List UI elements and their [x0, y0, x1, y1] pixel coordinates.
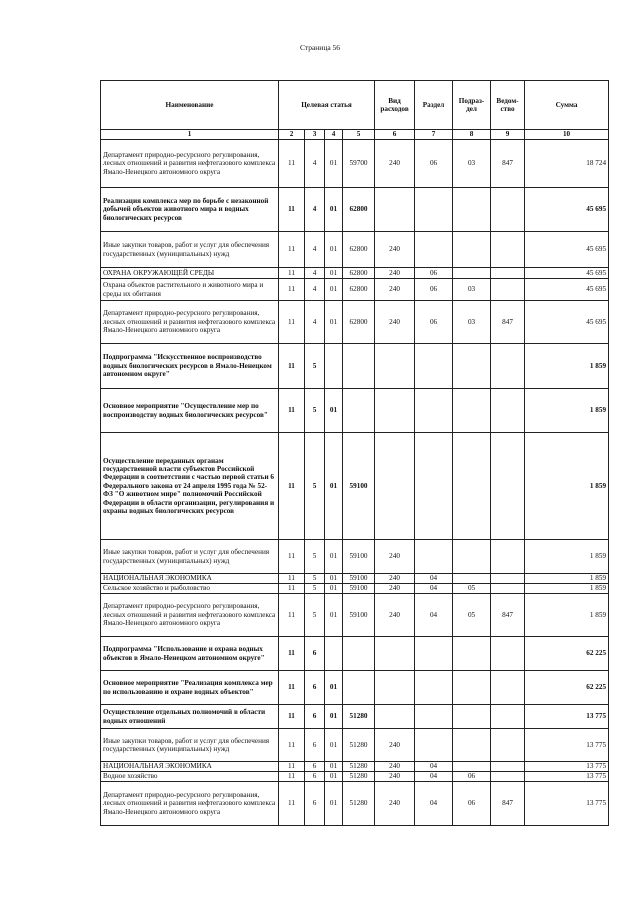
row-sum: 1 859 — [525, 433, 609, 540]
row-name: Подпрограмма "Использование и охрана водных объектов в Ямало-Ненецком автономном округе" — [101, 637, 279, 671]
row-code-2: 6 — [305, 782, 325, 826]
row-code-3: 01 — [325, 584, 343, 594]
row-code-4: 59100 — [343, 574, 375, 584]
row-name: Подпрограмма "Искусственное воспроизводство водных биологических ресурсов в Ямало-Ненецком автономном округе" — [101, 344, 279, 389]
row-vedomstvo — [491, 188, 525, 232]
header-podrazdel: Подраз-дел — [453, 81, 491, 130]
row-sum: 45 695 — [525, 188, 609, 232]
row-vid: 240 — [375, 232, 415, 268]
col-number: 5 — [343, 130, 375, 140]
row-vid — [375, 389, 415, 433]
row-name: Осуществление отдельных полномочий в области водных отношений — [101, 705, 279, 729]
row-code-2: 6 — [305, 772, 325, 782]
row-vid: 240 — [375, 279, 415, 301]
row-podrazdel — [453, 671, 491, 705]
row-razdel: 06 — [415, 140, 453, 188]
table-row — [101, 637, 609, 671]
column-number-row — [101, 130, 609, 140]
row-razdel — [415, 637, 453, 671]
row-razdel: 06 — [415, 268, 453, 279]
row-vedomstvo — [491, 584, 525, 594]
row-code-2: 6 — [305, 729, 325, 762]
row-name: Иные закупки товаров, работ и услуг для обеспечения государственных (муниципальных) нужд — [101, 729, 279, 762]
row-vedomstvo — [491, 540, 525, 574]
row-code-1: 11 — [279, 140, 305, 188]
header-summa: Сумма — [525, 81, 609, 130]
header-razdel: Раздел — [415, 81, 453, 130]
row-razdel: 04 — [415, 782, 453, 826]
row-name: Департамент природно-ресурсного регулирования, лесных отношений и развития нефтегазового комплекса Ямало-Ненецкого автономного округа — [101, 301, 279, 344]
row-name: Основное мероприятие "Реализация комплекса мер по использованию и охране водных объектов" — [101, 671, 279, 705]
row-code-1: 11 — [279, 301, 305, 344]
row-podrazdel — [453, 762, 491, 772]
col-number: 10 — [525, 130, 609, 140]
row-code-1: 11 — [279, 232, 305, 268]
header-row — [101, 81, 609, 130]
table-row — [101, 540, 609, 574]
table-row — [101, 268, 609, 279]
row-razdel — [415, 344, 453, 389]
row-sum: 1 859 — [525, 574, 609, 584]
col-number: 9 — [491, 130, 525, 140]
table-row — [101, 433, 609, 540]
row-code-3 — [325, 344, 343, 389]
row-vedomstvo — [491, 637, 525, 671]
row-code-4: 62800 — [343, 279, 375, 301]
row-name: ОХРАНА ОКРУЖАЮЩЕЙ СРЕДЫ — [101, 268, 279, 279]
row-sum: 1 859 — [525, 540, 609, 574]
row-name: Иные закупки товаров, работ и услуг для обеспечения государственных (муниципальных) нужд — [101, 540, 279, 574]
row-code-3: 01 — [325, 433, 343, 540]
row-podrazdel — [453, 389, 491, 433]
row-name: Осуществление переданных органам государственной власти субъектов Российской Федерации в соответствии с частью первой статьи 6 Федерального закона от 24 апреля 1995 года № 52-ФЗ "О животном мире" полномочий Российской Федерации в области организации, регулирования и охраны водных биологических ресурсов — [101, 433, 279, 540]
row-vid — [375, 188, 415, 232]
row-code-4: 51280 — [343, 705, 375, 729]
row-vid — [375, 637, 415, 671]
row-razdel: 04 — [415, 772, 453, 782]
row-vedomstvo — [491, 574, 525, 584]
row-code-3: 01 — [325, 705, 343, 729]
row-razdel — [415, 671, 453, 705]
row-podrazdel — [453, 232, 491, 268]
row-code-4 — [343, 344, 375, 389]
row-podrazdel — [453, 705, 491, 729]
row-name: Основное мероприятие "Осуществление мер по воспроизводству водных биологических ресурсов" — [101, 389, 279, 433]
row-razdel: 06 — [415, 279, 453, 301]
row-vedomstvo — [491, 671, 525, 705]
row-code-4: 59700 — [343, 140, 375, 188]
row-code-2: 5 — [305, 344, 325, 389]
row-code-1: 11 — [279, 540, 305, 574]
table-row — [101, 140, 609, 188]
budget-table — [100, 80, 609, 826]
row-code-4: 51280 — [343, 782, 375, 826]
row-vedomstvo — [491, 433, 525, 540]
row-vid: 240 — [375, 140, 415, 188]
row-code-2: 5 — [305, 389, 325, 433]
row-podrazdel — [453, 268, 491, 279]
row-code-4 — [343, 637, 375, 671]
row-sum: 13 775 — [525, 729, 609, 762]
row-code-3: 01 — [325, 594, 343, 637]
row-code-3: 01 — [325, 301, 343, 344]
table-row — [101, 389, 609, 433]
row-sum: 1 859 — [525, 594, 609, 637]
row-sum: 45 695 — [525, 301, 609, 344]
row-code-4: 62800 — [343, 188, 375, 232]
row-name: НАЦИОНАЛЬНАЯ ЭКОНОМИКА — [101, 574, 279, 584]
row-code-4: 62800 — [343, 232, 375, 268]
row-vid: 240 — [375, 594, 415, 637]
row-code-2: 4 — [305, 232, 325, 268]
row-vid — [375, 433, 415, 540]
row-code-2: 5 — [305, 433, 325, 540]
row-code-1: 11 — [279, 279, 305, 301]
row-podrazdel — [453, 637, 491, 671]
row-code-4: 51280 — [343, 729, 375, 762]
row-code-4: 59100 — [343, 594, 375, 637]
col-number: 8 — [453, 130, 491, 140]
row-sum: 1 859 — [525, 389, 609, 433]
row-podrazdel — [453, 540, 491, 574]
row-code-2: 4 — [305, 301, 325, 344]
row-vedomstvo — [491, 268, 525, 279]
row-code-2: 5 — [305, 594, 325, 637]
row-code-1: 11 — [279, 782, 305, 826]
col-number: 1 — [101, 130, 279, 140]
row-name: Сельское хозяйство и рыболовство — [101, 584, 279, 594]
row-code-1: 11 — [279, 671, 305, 705]
row-code-4 — [343, 671, 375, 705]
row-code-1: 11 — [279, 389, 305, 433]
row-sum: 18 724 — [525, 140, 609, 188]
table-row — [101, 762, 609, 772]
row-code-1: 11 — [279, 762, 305, 772]
table-row — [101, 344, 609, 389]
row-vid: 240 — [375, 301, 415, 344]
row-sum: 62 225 — [525, 637, 609, 671]
row-name: Реализация комплекса мер по борьбе с незаконной добычей объектов животного мира и водных биологических ресурсов — [101, 188, 279, 232]
row-code-2: 4 — [305, 268, 325, 279]
row-podrazdel: 05 — [453, 584, 491, 594]
row-sum: 13 775 — [525, 762, 609, 772]
row-code-4 — [343, 389, 375, 433]
row-razdel — [415, 705, 453, 729]
row-code-1: 11 — [279, 344, 305, 389]
col-number: 7 — [415, 130, 453, 140]
row-sum: 45 695 — [525, 268, 609, 279]
row-vedomstvo — [491, 772, 525, 782]
row-vedomstvo — [491, 279, 525, 301]
row-name: Иные закупки товаров, работ и услуг для обеспечения государственных (муниципальных) нужд — [101, 232, 279, 268]
row-name: Департамент природно-ресурсного регулирования, лесных отношений и развития нефтегазового комплекса Ямало-Ненецкого автономного округа — [101, 140, 279, 188]
row-podrazdel — [453, 574, 491, 584]
row-code-2: 6 — [305, 705, 325, 729]
row-code-4: 51280 — [343, 772, 375, 782]
row-vedomstvo: 847 — [491, 782, 525, 826]
table-row — [101, 279, 609, 301]
row-vid — [375, 671, 415, 705]
row-vid: 240 — [375, 268, 415, 279]
row-razdel: 04 — [415, 762, 453, 772]
row-code-3: 01 — [325, 140, 343, 188]
table-row — [101, 188, 609, 232]
table-row — [101, 772, 609, 782]
table-row — [101, 782, 609, 826]
row-vedomstvo: 847 — [491, 301, 525, 344]
row-code-2: 6 — [305, 671, 325, 705]
table-row — [101, 232, 609, 268]
row-code-4: 62800 — [343, 301, 375, 344]
row-code-3: 01 — [325, 232, 343, 268]
row-vedomstvo — [491, 762, 525, 772]
row-code-3: 01 — [325, 762, 343, 772]
row-code-3 — [325, 637, 343, 671]
row-code-3: 01 — [325, 188, 343, 232]
row-code-1: 11 — [279, 268, 305, 279]
table-row — [101, 729, 609, 762]
row-name: НАЦИОНАЛЬНАЯ ЭКОНОМИКА — [101, 762, 279, 772]
table-row — [101, 584, 609, 594]
row-name: Департамент природно-ресурсного регулирования, лесных отношений и развития нефтегазового комплекса Ямало-Ненецкого автономного округа — [101, 594, 279, 637]
header-vedomstvo: Ведом-ство — [491, 81, 525, 130]
row-code-2: 6 — [305, 762, 325, 772]
row-sum: 13 775 — [525, 772, 609, 782]
row-code-4: 59100 — [343, 584, 375, 594]
row-podrazdel: 03 — [453, 301, 491, 344]
row-sum: 1 859 — [525, 584, 609, 594]
row-code-1: 11 — [279, 188, 305, 232]
row-code-2: 4 — [305, 188, 325, 232]
row-code-4: 51280 — [343, 762, 375, 772]
table-row — [101, 574, 609, 584]
row-code-2: 4 — [305, 279, 325, 301]
row-code-3: 01 — [325, 540, 343, 574]
row-vedomstvo — [491, 729, 525, 762]
header-name: Наименование — [101, 81, 279, 130]
row-podrazdel: 03 — [453, 140, 491, 188]
row-name: Департамент природно-ресурсного регулирования, лесных отношений и развития нефтегазового комплекса Ямало-Ненецкого автономного округа — [101, 782, 279, 826]
row-razdel — [415, 433, 453, 540]
row-code-2: 5 — [305, 574, 325, 584]
row-code-1: 11 — [279, 705, 305, 729]
row-razdel: 04 — [415, 594, 453, 637]
row-code-2: 4 — [305, 140, 325, 188]
row-code-2: 5 — [305, 584, 325, 594]
row-podrazdel: 06 — [453, 782, 491, 826]
row-podrazdel: 05 — [453, 594, 491, 637]
row-vid: 240 — [375, 762, 415, 772]
row-sum: 1 859 — [525, 344, 609, 389]
row-podrazdel: 06 — [453, 772, 491, 782]
col-number: 2 — [279, 130, 305, 140]
row-code-3: 01 — [325, 389, 343, 433]
row-vid: 240 — [375, 574, 415, 584]
row-razdel — [415, 729, 453, 762]
table-row — [101, 705, 609, 729]
col-number: 3 — [305, 130, 325, 140]
row-sum: 13 775 — [525, 782, 609, 826]
row-code-1: 11 — [279, 772, 305, 782]
row-sum: 13 775 — [525, 705, 609, 729]
row-vedomstvo — [491, 344, 525, 389]
row-code-3: 01 — [325, 279, 343, 301]
row-vid: 240 — [375, 772, 415, 782]
row-code-1: 11 — [279, 433, 305, 540]
header-vid: Вид расходов — [375, 81, 415, 130]
row-code-1: 11 — [279, 637, 305, 671]
row-razdel: 04 — [415, 574, 453, 584]
row-razdel — [415, 188, 453, 232]
table-row — [101, 671, 609, 705]
row-podrazdel: 03 — [453, 279, 491, 301]
row-vid: 240 — [375, 584, 415, 594]
col-number: 6 — [375, 130, 415, 140]
row-podrazdel — [453, 188, 491, 232]
row-sum: 45 695 — [525, 232, 609, 268]
row-vid: 240 — [375, 782, 415, 826]
row-code-1: 11 — [279, 729, 305, 762]
row-podrazdel — [453, 433, 491, 540]
row-vedomstvo: 847 — [491, 140, 525, 188]
row-vedomstvo — [491, 232, 525, 268]
row-code-3: 01 — [325, 268, 343, 279]
row-code-4: 59100 — [343, 433, 375, 540]
row-razdel — [415, 232, 453, 268]
row-code-4: 59100 — [343, 540, 375, 574]
row-razdel — [415, 540, 453, 574]
row-razdel — [415, 389, 453, 433]
row-code-2: 6 — [305, 637, 325, 671]
row-vedomstvo — [491, 389, 525, 433]
row-sum: 45 695 — [525, 279, 609, 301]
row-code-4: 62800 — [343, 268, 375, 279]
row-code-3: 01 — [325, 772, 343, 782]
row-vid — [375, 344, 415, 389]
table-row — [101, 301, 609, 344]
row-podrazdel — [453, 344, 491, 389]
row-vid: 240 — [375, 729, 415, 762]
row-code-3: 01 — [325, 782, 343, 826]
header-target: Целевая статья — [279, 81, 375, 130]
row-name: Охрана объектов растительного и животного мира и среды их обитания — [101, 279, 279, 301]
row-code-1: 11 — [279, 574, 305, 584]
row-code-3: 01 — [325, 729, 343, 762]
row-vedomstvo — [491, 705, 525, 729]
row-code-2: 5 — [305, 540, 325, 574]
row-vid: 240 — [375, 540, 415, 574]
row-podrazdel — [453, 729, 491, 762]
table-row — [101, 594, 609, 637]
row-vid — [375, 705, 415, 729]
row-name: Водное хозяйство — [101, 772, 279, 782]
row-code-3: 01 — [325, 574, 343, 584]
row-vedomstvo: 847 — [491, 594, 525, 637]
page-header: Страница 56 — [299, 43, 341, 52]
row-code-1: 11 — [279, 584, 305, 594]
row-razdel: 06 — [415, 301, 453, 344]
col-number: 4 — [325, 130, 343, 140]
row-code-3: 01 — [325, 671, 343, 705]
row-razdel: 04 — [415, 584, 453, 594]
row-code-1: 11 — [279, 594, 305, 637]
row-sum: 62 225 — [525, 671, 609, 705]
